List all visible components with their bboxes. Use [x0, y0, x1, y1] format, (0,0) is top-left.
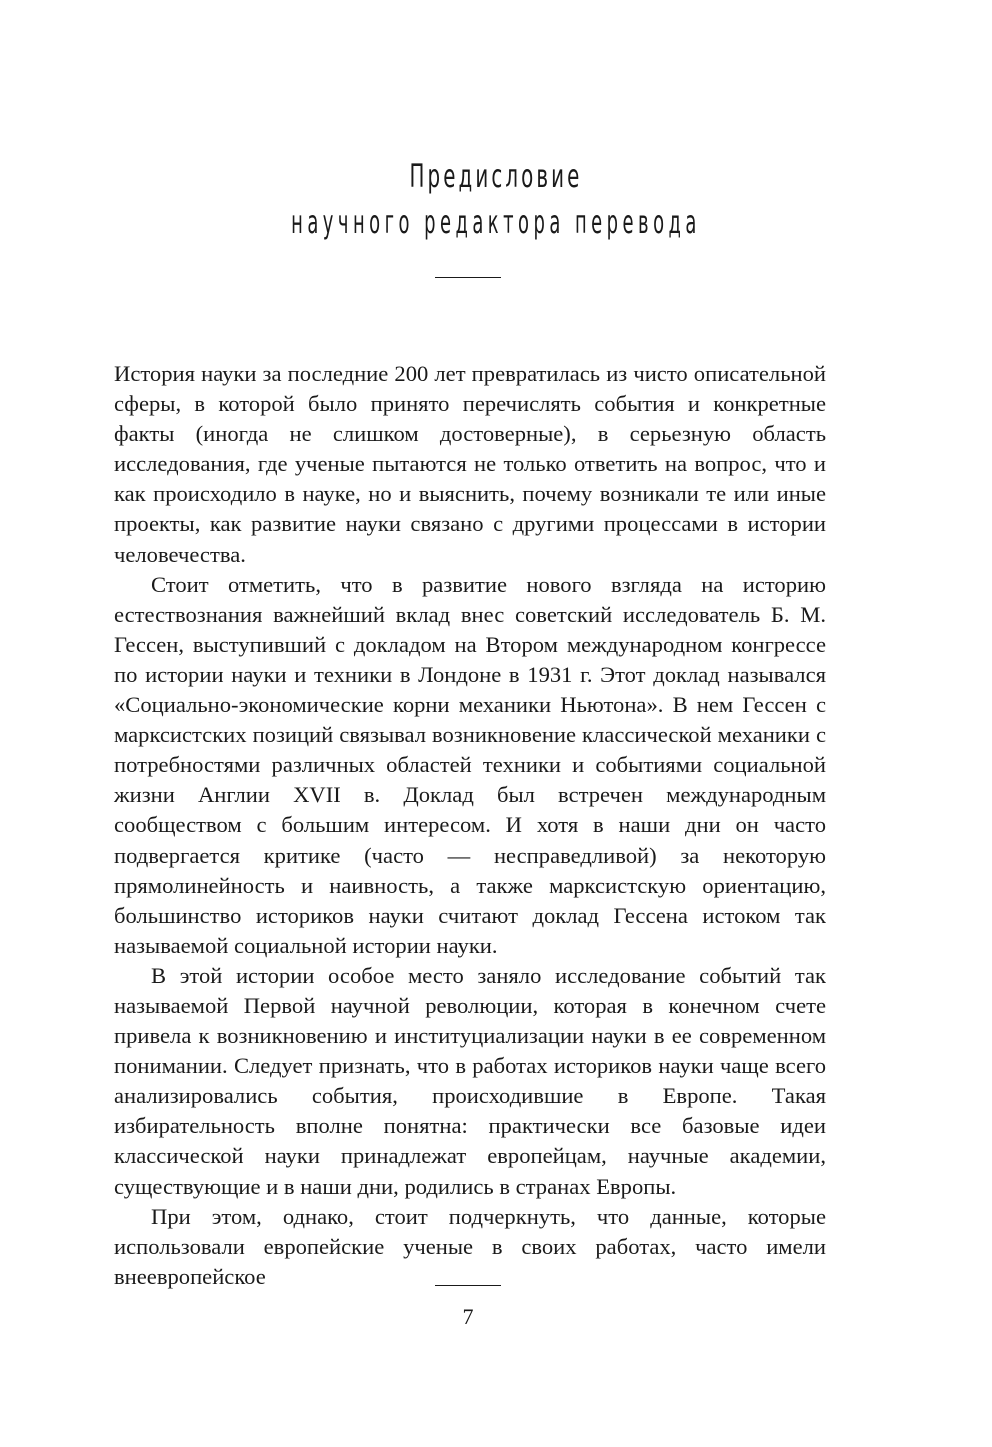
title-divider: [435, 277, 501, 278]
chapter-title-line1: Предисловие: [409, 157, 583, 195]
page-number: 7: [462, 1304, 474, 1329]
chapter-heading: [0, 154, 992, 244]
footer-divider: [435, 1285, 501, 1286]
body-text: [114, 359, 826, 1292]
paragraph-1: История науки за последние 200 лет превратилась из чисто описательной сферы, в которой было принято перечислять события и конкретные факты (иногда не слишком достоверные), в серьезную область исследования, где ученые пытаются не только ответить на вопрос, что и как происходило в науке, но и выяснить, почему возникали те или иные проекты, как развитие науки связано с другими процессами в истории человечества.: [114, 361, 826, 567]
paragraph-4: При этом, однако, стоит подчеркнуть, что данные, которые использовали европейские ученые в своих работах, часто имели внеевропейское: [114, 1203, 826, 1289]
paragraph-3: В этой истории особое место заняло исследование событий так называемой Первой научной революции, которая в конечном счете привела к возникновению и институциализации науки в ее современном понимании. Следует признать, что в работах историков науки чаще всего анализировались события, происходившие в Европе. Такая избирательность вполне понятна: практически все базовые идеи классической науки принадлежат европейцам, научные академии, существующие и в наши дни, родились в странах Европы.: [114, 962, 826, 1199]
chapter-title-line2: научного редактора перевода: [291, 203, 701, 241]
paragraph-2: Стоит отметить, что в развитие нового взгляда на историю естествознания важнейший вклад внес советский исследователь Б. М. Гессен, выступивший с докладом на Втором международном конгрессе по истории науки и техники в Лондоне в 1931 г. Этот доклад назывался «Социально-экономические корни механики Ньютона». В нем Гессен с марксистских позиций связывал возникновение классической механики с потребностями различных областей техники и событиями социальной жизни Англии XVII в. Доклад был встречен международным сообществом с большим интересом. И хотя в наши дни он часто подвергается критике (часто — несправедливой) за некоторую прямолинейность и наивность, а также марксистскую ориентацию, большинство историков науки считают доклад Гессена истоком так называемой социальной истории науки.: [114, 571, 826, 958]
